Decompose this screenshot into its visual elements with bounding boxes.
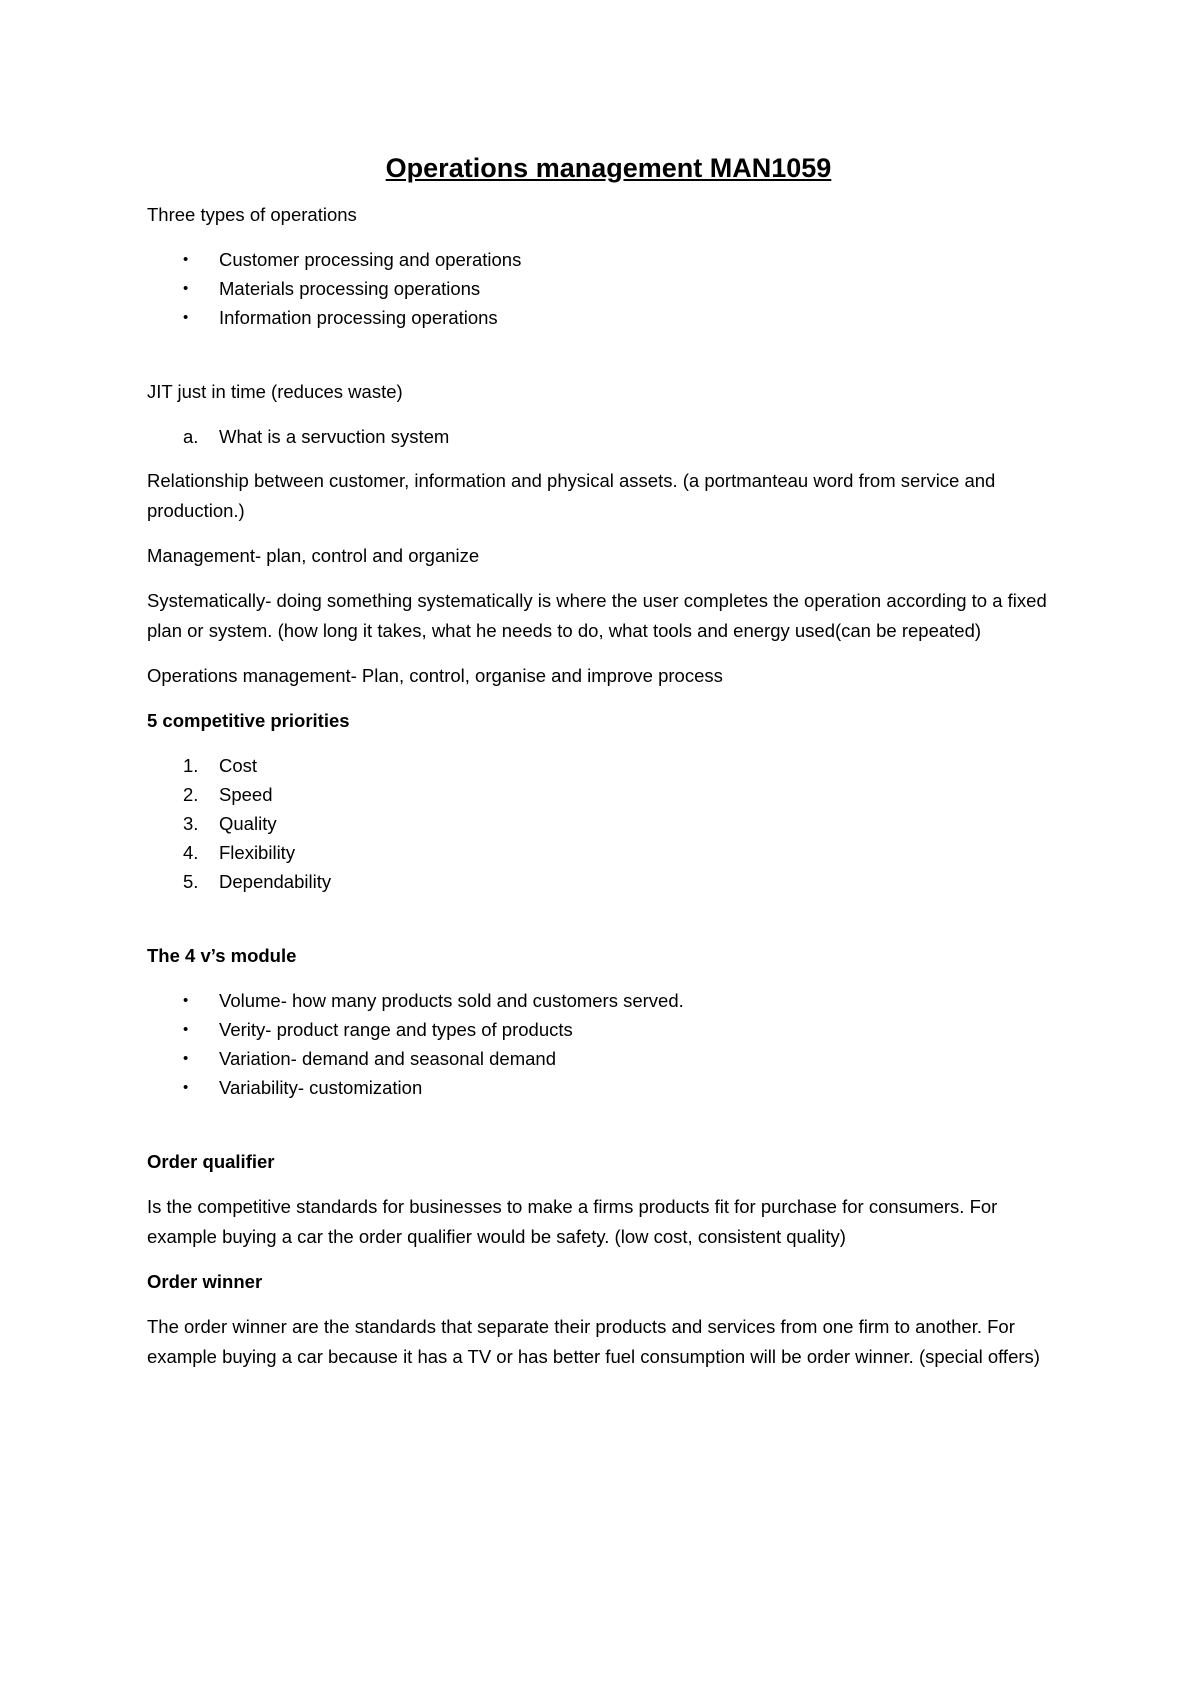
bullet-icon: • (183, 1021, 189, 1038)
bullet-icon: • (183, 1079, 189, 1096)
priorities-list (147, 751, 1070, 896)
list-item: • Variation- demand and seasonal demand (147, 1044, 1070, 1073)
list-item: • Materials processing operations (147, 274, 1070, 303)
ops-management-paragraph: Operations management- Plan, control, organise and improve process (147, 665, 723, 686)
four-vs-list (147, 986, 1070, 1102)
order-qualifier-heading: Order qualifier (147, 1151, 275, 1172)
list-item: 2. Speed (147, 780, 1070, 809)
list-item: 5. Dependability (147, 867, 1070, 896)
list-marker: 2. (183, 784, 199, 805)
list-item: • Volume- how many products sold and customers served. (147, 986, 1070, 1015)
document-title: Operations management MAN1059 (385, 153, 832, 183)
list-item: • Verity- product range and types of products (147, 1015, 1070, 1044)
management-paragraph: Management- plan, control and organize (147, 545, 480, 566)
list-item: • Information processing operations (147, 303, 1070, 332)
order-winner-heading: Order winner (147, 1271, 263, 1292)
list-item: 1. Cost (147, 751, 1070, 780)
jit-line: JIT just in time (reduces waste) (147, 381, 403, 402)
types-intro: Three types of operations (147, 204, 357, 225)
systematically-paragraph: Systematically- doing something systematically is where the user completes the operation according to a fixed plan or system. (how long it takes, what he needs to do, what tools and energy used(can be repeated) (147, 590, 1047, 641)
servuction-list (147, 422, 1070, 451)
order-winner-paragraph: The order winner are the standards that separate their products and services from one firm to another. For example buying a car because it has a TV or has better fuel consumption will be order winner. (special offers) (147, 1316, 1040, 1367)
list-marker: a. (183, 426, 199, 447)
bullet-icon: • (183, 309, 189, 326)
order-qualifier-paragraph: Is the competitive standards for businesses to make a firms products fit for purchase for consumers. For example buying a car the order qualifier would be safety. (low cost, consistent quality) (147, 1196, 998, 1247)
list-item: • Variability- customization (147, 1073, 1070, 1102)
list-marker: 5. (183, 871, 199, 892)
list-marker: 4. (183, 842, 199, 863)
bullet-icon: • (183, 251, 189, 268)
list-item: 4. Flexibility (147, 838, 1070, 867)
four-vs-heading: The 4 v’s module (147, 945, 297, 966)
list-item: • Customer processing and operations (147, 245, 1070, 274)
list-item: a. What is a servuction system (147, 422, 1070, 451)
relationship-paragraph: Relationship between customer, information and physical assets. (a portmanteau word from service and production.) (147, 470, 996, 521)
priorities-heading: 5 competitive priorities (147, 710, 350, 731)
operation-types-list (147, 245, 1070, 332)
bullet-icon: • (183, 992, 189, 1009)
list-marker: 1. (183, 755, 199, 776)
bullet-icon: • (183, 280, 189, 297)
bullet-icon: • (183, 1050, 189, 1067)
list-item: 3. Quality (147, 809, 1070, 838)
list-marker: 3. (183, 813, 199, 834)
